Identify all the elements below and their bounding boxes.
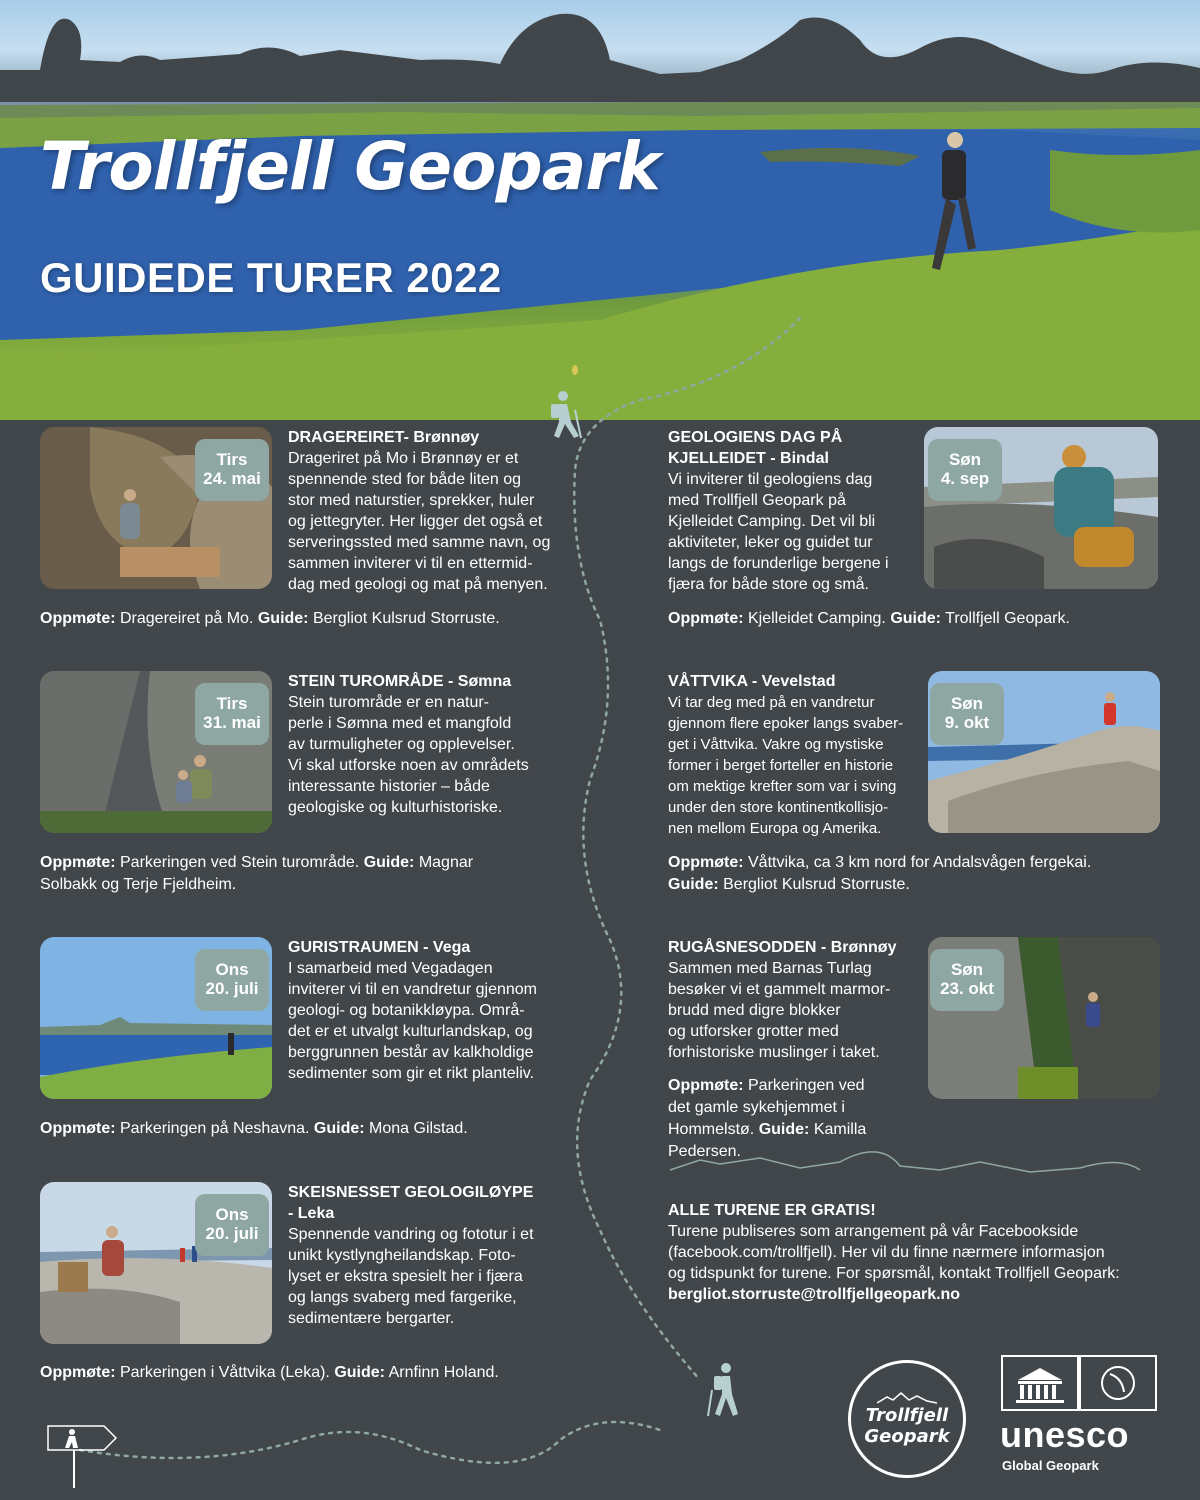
desc-line: og jettegryter. Her ligger det også et xyxy=(288,513,543,530)
meet-text: Parkeringen ved xyxy=(748,1077,865,1094)
tour-name-line2: KJELLEIDET xyxy=(668,450,766,467)
date-date: 31. mai xyxy=(203,713,261,732)
meet-label: Oppmøte: xyxy=(40,610,116,627)
signpost-icon xyxy=(44,1416,122,1490)
date-date: 20. juli xyxy=(205,1224,259,1243)
date-day: Søn xyxy=(950,960,984,980)
contact-email-link[interactable]: bergliot.storruste@trollfjellgeopark.no xyxy=(668,1286,961,1303)
free-line: og tidspunkt for turene. For spørsmål, kontakt Trollfjell Geopark: xyxy=(668,1265,1120,1282)
desc-line: gjennom flere epoker langs svaber- xyxy=(668,715,904,732)
desc-line: Drageriret på Mo i Brønnøy er et xyxy=(288,450,519,467)
date-badge xyxy=(930,949,1004,1011)
date-day: Ons xyxy=(215,1205,249,1225)
tour-location: - Leka xyxy=(288,1205,335,1222)
desc-line: Vi skal utforske noen av områdets xyxy=(288,757,529,774)
desc-line: Stein turområde er en natur- xyxy=(288,694,489,711)
guide-label: Guide: xyxy=(890,610,941,627)
tour-description xyxy=(288,958,588,1084)
desc-line: om mektige krefter som var i sving xyxy=(668,778,897,795)
desc-line: sammen inviterer vi til en ettermid- xyxy=(288,555,533,572)
tour-location: - Vevelstad xyxy=(751,673,836,690)
guide-label: Guide: xyxy=(363,854,415,871)
desc-line: Vi inviterer til geologiens dag xyxy=(668,471,873,488)
guide-text: Trollfjell Geopark. xyxy=(945,610,1070,627)
tour-name: DRAGEREIRET xyxy=(288,429,404,446)
desc-line: langs de forunderlige bergene i xyxy=(668,555,889,572)
desc-line: Vi tar deg med på en vandretur xyxy=(668,694,875,711)
guide-label: Guide: xyxy=(758,1121,810,1138)
desc-line: interessante historier – både xyxy=(288,778,490,795)
guide-text: Mona Gilstad. xyxy=(369,1120,468,1137)
guide-label: Guide: xyxy=(257,610,309,627)
desc-line: former i berget forteller en historie xyxy=(668,757,894,774)
desc-line: dag med geologi og mat på menyen. xyxy=(288,576,548,593)
desc-line: og utforsker grotter med xyxy=(668,1023,839,1040)
date-date: 9. okt xyxy=(944,713,990,732)
guide-text: Kamilla Pedersen. xyxy=(668,1121,867,1160)
guide-text: Bergliot Kulsrud Storruste. xyxy=(723,876,910,893)
tour-name: GURISTRAUMEN xyxy=(288,939,419,956)
desc-line: serveringssted med samme navn, og xyxy=(288,534,551,551)
date-badge xyxy=(195,439,269,501)
free-line: Turene publiseres som arrangement på vår Facebookside xyxy=(668,1223,1079,1240)
meet-label: Oppmøte: xyxy=(668,854,744,871)
date-day: Ons xyxy=(215,960,249,980)
tour-title xyxy=(288,671,588,692)
tour-description xyxy=(668,958,924,1063)
desc-line: berggrunnen består av kalkholdige xyxy=(288,1044,534,1061)
tour-title xyxy=(288,937,588,958)
tour-location: - Brønnøy xyxy=(820,939,897,956)
meet-text: Parkeringen på Neshavna. xyxy=(120,1120,310,1137)
meet-label: Oppmøte: xyxy=(40,854,116,871)
desc-line: Sammen med Barnas Turlag xyxy=(668,960,872,977)
tour-meeting-info xyxy=(40,852,560,896)
hiker-icon-bottom xyxy=(700,1360,746,1420)
desc-line: I samarbeid med Vegadagen xyxy=(288,960,493,977)
meet-text: Parkeringen ved Stein turområde. xyxy=(120,854,360,871)
tour-name: SKEISNESSET GEOLOGILØYPE xyxy=(288,1184,534,1201)
tour-meeting-info xyxy=(668,852,1188,896)
date-badge xyxy=(930,683,1004,745)
tour-meeting-info xyxy=(40,1362,580,1384)
guide-text: Solbakk og Terje Fjeldheim. xyxy=(40,876,237,893)
desc-line: Spennende vandring og fototur i et xyxy=(288,1226,534,1243)
tour-title xyxy=(668,937,924,958)
date-date: 23. okt xyxy=(940,979,994,998)
tour-name: VÅTTVIKA xyxy=(668,673,748,690)
meet-text: Kjelleidet Camping. xyxy=(748,610,886,627)
free-line: (facebook.com/trollfjell). Her vil du finne nærmere informasjon xyxy=(668,1244,1105,1261)
tour-title xyxy=(668,671,924,692)
desc-line: brudd med digre blokker xyxy=(668,1002,841,1019)
tour-name: RUGÅSNESODDEN xyxy=(668,939,817,956)
desc-line: unikt kystlyngheilandskap. Foto- xyxy=(288,1247,516,1264)
meet-label: Oppmøte: xyxy=(40,1120,116,1137)
guide-text: Arnfinn Holand. xyxy=(388,1364,499,1381)
meet-text: det gamle sykehjemmet i xyxy=(668,1099,845,1116)
meet-label: Oppmøte: xyxy=(668,610,744,627)
desc-line: sedimentære bergarter. xyxy=(288,1310,455,1327)
date-day: Tirs xyxy=(216,694,248,714)
tour-description xyxy=(668,692,924,839)
tour-location: - Vega xyxy=(423,939,471,956)
desc-line: av turmuligheter og opplevelser. xyxy=(288,736,515,753)
date-day: Tirs xyxy=(216,450,248,470)
tour-meeting-info xyxy=(668,608,1188,630)
desc-line: og langs svaberg med fargerike, xyxy=(288,1289,517,1306)
meet-label: Oppmøte: xyxy=(40,1364,116,1381)
desc-line: stor med naturstier, sprekker, huler xyxy=(288,492,535,509)
guide-label: Guide: xyxy=(334,1364,385,1381)
logo-mountains-icon xyxy=(877,1391,937,1405)
tour-description xyxy=(288,448,588,595)
desc-line: fjæra for både store og små. xyxy=(668,576,869,593)
tour-title xyxy=(288,427,588,448)
guide-text: Bergliot Kulsrud Storruste. xyxy=(312,610,500,627)
desc-line: under den store kontinentkollisjo- xyxy=(668,799,889,816)
tour-description xyxy=(668,469,918,595)
date-date: 24. mai xyxy=(203,469,261,488)
date-date: 4. sep xyxy=(940,469,990,488)
tour-meeting-info xyxy=(40,1118,560,1140)
unesco-wordmark: unesco xyxy=(1000,1414,1130,1455)
date-day: Søn xyxy=(950,694,984,714)
tour-title xyxy=(668,427,918,469)
guide-label: Guide: xyxy=(668,876,719,893)
tour-location: - Bindal xyxy=(770,450,829,467)
desc-line: med Trollfjell Geopark på xyxy=(668,492,846,509)
desc-line: lyset er ekstra spesielt her i fjæra xyxy=(288,1268,523,1285)
desc-line: spennende sted for både liten og xyxy=(288,471,522,488)
meet-label: Oppmøte: xyxy=(668,1077,744,1094)
desc-line: det er et utvalgt kulturlandskap, og xyxy=(288,1023,533,1040)
date-badge xyxy=(195,949,269,1011)
date-date: 20. juli xyxy=(205,979,259,998)
desc-line: aktiviteter, leker og guidet tur xyxy=(668,534,873,551)
date-day: Søn xyxy=(948,450,982,470)
desc-line: Kjelleidet Camping. Det vil bli xyxy=(668,513,876,530)
page-subtitle: GUIDEDE TURER 2022 xyxy=(40,254,502,301)
desc-line: nen mellom Europa og Amerika. xyxy=(668,820,882,837)
guide-text: Magnar xyxy=(418,854,474,871)
desc-line: get i Våttvika. Vakre og mystiske xyxy=(668,736,884,753)
trollfjell-geopark-logo xyxy=(848,1360,966,1478)
tour-description xyxy=(288,1224,588,1329)
page-title: Trollfjell Geopark xyxy=(40,128,660,205)
tour-meeting-info xyxy=(40,608,600,630)
meet-text: Våttvika, ca 3 km nord for Andalsvågen fergekai. xyxy=(748,854,1092,871)
free-info xyxy=(668,1200,1168,1305)
meet-text: Hommelstø. xyxy=(668,1121,755,1138)
desc-line: inviterer vi til en vandretur gjennom xyxy=(288,981,538,998)
tour-location: - Brønnøy xyxy=(403,429,480,446)
meet-text: Dragereiret på Mo. xyxy=(120,610,254,627)
guide-label: Guide: xyxy=(313,1120,365,1137)
desc-line: forhistoriske muslinger i taket. xyxy=(668,1044,880,1061)
tour-description xyxy=(288,692,588,818)
desc-line: geologi- og botanikkløypa. Områ- xyxy=(288,1002,525,1019)
tour-name: GEOLOGIENS DAG PÅ xyxy=(668,429,843,446)
meet-text: Parkeringen i Våttvika (Leka). xyxy=(120,1364,330,1381)
desc-line: sedimenter som gir et rikt planteliv. xyxy=(288,1065,535,1082)
tour-title xyxy=(288,1182,588,1224)
tour-location: - Sømna xyxy=(448,673,512,690)
date-badge xyxy=(195,1194,269,1256)
tour-name: STEIN TUROMRÅDE xyxy=(288,673,444,690)
logo-line2: Geopark xyxy=(864,1426,950,1447)
free-description xyxy=(668,1221,1168,1284)
date-badge xyxy=(928,439,1002,501)
date-badge xyxy=(195,683,269,745)
unesco-subtitle: Global Geopark xyxy=(1002,1458,1099,1473)
desc-line: geologiske og kulturhistoriske. xyxy=(288,799,503,816)
desc-line: besøker vi et gammelt marmor- xyxy=(668,981,891,998)
tour-meeting-info xyxy=(668,1075,924,1163)
logo-line1: Trollfjell xyxy=(865,1405,949,1426)
desc-line: perle i Sømna med et mangfold xyxy=(288,715,512,732)
free-title: ALLE TURENE ER GRATIS! xyxy=(668,1202,876,1219)
